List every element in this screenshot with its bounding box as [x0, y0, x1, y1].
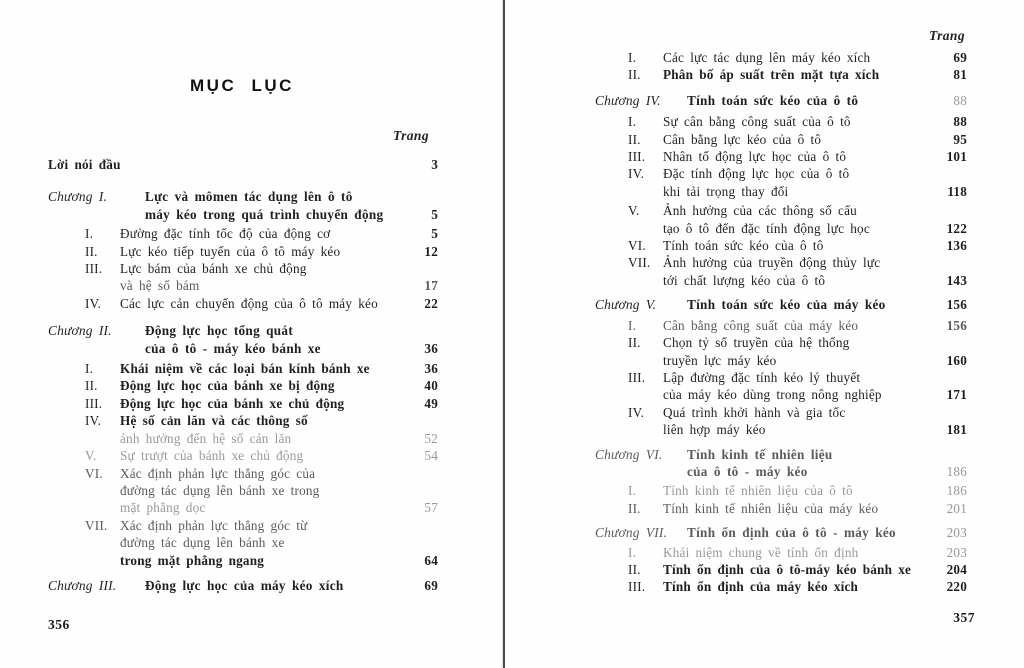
toc-row	[595, 66, 967, 83]
toc-row-page-number: 5	[431, 226, 438, 242]
toc-row-text: Nhân tố động lực học của ô tô	[663, 149, 847, 165]
toc-row	[48, 482, 438, 499]
toc-row-label: I.	[628, 483, 637, 499]
toc-row-label: IV.	[628, 166, 645, 182]
toc-row-page-number: 88	[953, 114, 967, 130]
toc-row-label: I.	[628, 114, 637, 130]
toc-row-text: Động lực học tổng quát	[145, 323, 294, 339]
toc-right-column	[595, 49, 967, 596]
toc-row	[48, 499, 438, 516]
toc-row	[595, 220, 967, 237]
toc-row	[48, 295, 438, 312]
toc-row-text: Hệ số cản lăn và các thông số	[120, 413, 308, 429]
toc-row-page-number: 204	[946, 561, 967, 577]
toc-row-text: Sự trượt của bánh xe chủ động	[120, 448, 304, 464]
toc-row-text: Tính toán sức kéo của ô tô	[663, 238, 824, 254]
toc-row	[595, 92, 967, 109]
toc-row-page-number: 171	[946, 387, 967, 403]
toc-row	[595, 561, 967, 578]
toc-row-page-number: 12	[424, 243, 438, 259]
toc-row	[48, 412, 438, 429]
toc-title: MỤC LỤC	[190, 76, 294, 95]
toc-row-page-number: 81	[953, 67, 967, 83]
toc-row-text: Phân bố áp suất trên mặt tựa xích	[663, 67, 880, 83]
toc-row-text: Động lực học của bánh xe chủ động	[120, 395, 345, 411]
toc-row	[595, 183, 967, 200]
toc-row	[48, 340, 438, 357]
toc-row-page-number: 17	[424, 278, 438, 294]
toc-row	[595, 386, 967, 403]
toc-row-text: Cân bằng công suất của máy kéo	[663, 317, 859, 333]
toc-row-text: Tính kinh tế nhiên liệu của máy kéo	[663, 500, 879, 516]
toc-row-text: máy kéo trong quá trình chuyển động	[145, 206, 384, 222]
toc-row-text: Ảnh hưởng của các thông số cấu	[663, 203, 857, 219]
toc-row-page-number: 3	[431, 157, 438, 172]
page-column-header-right: Trang	[928, 28, 965, 43]
toc-row-page-number: 201	[946, 500, 967, 516]
toc-row	[48, 534, 438, 551]
toc-row	[595, 131, 967, 148]
toc-row	[48, 277, 438, 294]
toc-row	[48, 430, 438, 447]
toc-row-text: tới chất lượng kéo của ô tô	[663, 272, 826, 288]
toc-row-text: Các lực cản chuyển động của ô tô máy kéo	[120, 295, 378, 311]
toc-row	[595, 165, 967, 182]
toc-row-page-number: 136	[946, 238, 967, 254]
toc-row-text: của ô tô - máy kéo	[687, 463, 808, 479]
toc-row-label: Chương VII.	[595, 525, 668, 541]
toc-row-page-number: 118	[947, 183, 967, 199]
toc-row	[595, 49, 967, 66]
folio-right: 357	[953, 610, 975, 625]
toc-row-page-number: 95	[953, 131, 967, 147]
toc-row-text: Lời nói đầu	[48, 157, 121, 172]
toc-row-text: liên hợp máy kéo	[663, 422, 766, 438]
toc-row-text: Lực bám của bánh xe chủ động	[120, 261, 307, 277]
toc-row-label: III.	[628, 149, 646, 165]
toc-row-text: Tính toán sức kéo của ô tô	[687, 92, 859, 108]
toc-row-label: I.	[628, 317, 637, 333]
toc-row-text: Xác định phản lực thẳng góc của	[120, 465, 316, 481]
toc-row-text: Khái niệm về các loại bán kính bánh xe	[120, 361, 370, 377]
toc-row-text: của ô tô - máy kéo bánh xe	[145, 340, 321, 356]
toc-row	[48, 322, 438, 339]
toc-row-text: tạo ô tô đến đặc tính động lực học	[663, 220, 870, 236]
toc-row-text: Tính ổn định của ô tô-máy kéo bánh xe	[663, 561, 912, 577]
toc-row-label: I.	[85, 361, 94, 377]
toc-row-label: Chương II.	[48, 323, 112, 339]
toc-row-page-number: 69	[953, 50, 967, 65]
toc-row-text: Tính kinh tế nhiên liệu của ô tô	[663, 483, 853, 499]
toc-row-label: I.	[628, 544, 637, 560]
toc-row-text: Các lực tác dụng lên máy kéo xích	[663, 50, 871, 65]
toc-row-page-number: 69	[424, 577, 438, 593]
toc-row-label: Chương III.	[48, 577, 117, 593]
toc-row	[48, 395, 438, 412]
toc-row-label: VI.	[85, 465, 103, 481]
toc-row-page-number: 156	[946, 317, 967, 333]
toc-row	[595, 446, 967, 463]
toc-row-page-number: 40	[424, 378, 438, 394]
toc-row-text: truyền lực máy kéo	[663, 352, 777, 368]
toc-row-page-number: 122	[946, 220, 967, 236]
toc-row-text: Khái niệm chung về tính ổn định	[663, 544, 859, 560]
toc-row-label: I.	[628, 50, 637, 65]
toc-row	[48, 552, 438, 569]
toc-row-text: đường tác dụng lên bánh xe	[120, 535, 285, 551]
toc-row-page-number: 203	[946, 544, 967, 560]
toc-row-page-number: 36	[424, 361, 438, 377]
toc-row	[595, 237, 967, 254]
toc-row	[48, 206, 438, 223]
toc-row-page-number: 186	[946, 463, 967, 479]
toc-row-page-number: 36	[424, 340, 438, 356]
toc-row	[595, 334, 967, 351]
toc-row-label: III.	[628, 369, 646, 385]
toc-row-page-number: 156	[946, 297, 967, 313]
toc-row	[48, 188, 438, 205]
page-column-header-left: Trang	[392, 128, 429, 143]
toc-row-text: và hệ số bám	[120, 278, 200, 294]
toc-row	[595, 421, 967, 438]
toc-row-page-number: 22	[424, 295, 438, 311]
toc-row-label: V.	[85, 448, 97, 464]
toc-row-page-number: 101	[946, 149, 967, 165]
toc-row	[595, 544, 967, 561]
toc-row-text: Xác định phản lực thẳng góc từ	[120, 517, 308, 533]
toc-row-page-number: 160	[946, 352, 967, 368]
toc-row-label: VII.	[85, 517, 108, 533]
toc-row-label: Chương V.	[595, 297, 657, 313]
toc-row-text: Chọn tỷ số truyền của hệ thống	[663, 335, 850, 351]
toc-row-page-number: 54	[424, 448, 438, 464]
toc-row-label: III.	[85, 261, 103, 277]
toc-row	[595, 578, 967, 595]
toc-row-page-number: 49	[424, 395, 438, 411]
toc-left-column	[48, 156, 438, 594]
toc-row-text: khi tải trọng thay đổi	[663, 183, 789, 199]
toc-row-page-number: 52	[424, 430, 438, 446]
toc-row	[595, 482, 967, 499]
toc-row-text: Quá trình khởi hành và gia tốc	[663, 404, 846, 420]
toc-row	[595, 317, 967, 334]
toc-row-label: II.	[628, 500, 641, 516]
toc-row-label: II.	[85, 243, 98, 259]
toc-row	[595, 202, 967, 219]
toc-row-label: IV.	[85, 413, 102, 429]
toc-row-label: IV.	[85, 295, 102, 311]
toc-row-label: II.	[628, 67, 641, 83]
toc-row-label: II.	[628, 131, 641, 147]
toc-row-page-number: 57	[424, 500, 438, 516]
toc-row-label: Chương I.	[48, 189, 108, 205]
toc-row	[595, 404, 967, 421]
toc-row	[48, 447, 438, 464]
toc-row	[48, 465, 438, 482]
toc-row	[48, 156, 438, 173]
toc-row-page-number: 5	[431, 206, 438, 222]
toc-row-text: Tính ổn định của ô tô - máy kéo	[687, 525, 896, 541]
toc-row-text: của máy kéo dùng trong nông nghiệp	[663, 387, 882, 403]
toc-row-page-number: 64	[424, 552, 438, 568]
toc-row-label: IV.	[628, 404, 645, 420]
toc-row-text: Tính ổn định của máy kéo xích	[663, 579, 859, 595]
toc-row-label: II.	[628, 335, 641, 351]
toc-row-text: Động lực học của máy kéo xích	[145, 577, 344, 593]
folio-left: 356	[48, 617, 70, 632]
toc-row-text: Lập đường đặc tính kéo lý thuyết	[663, 369, 861, 385]
toc-row	[595, 369, 967, 386]
toc-row-text: Sự cân bằng công suất của ô tô	[663, 114, 851, 130]
toc-row-label: III.	[628, 579, 646, 595]
toc-row-page-number: 181	[946, 422, 967, 438]
toc-row	[595, 254, 967, 271]
toc-row	[595, 500, 967, 517]
toc-row-text: đường tác dụng lên bánh xe trong	[120, 482, 320, 498]
toc-row-page-number: 186	[946, 483, 967, 499]
toc-row-text: Ảnh hưởng của truyền động thủy lực	[663, 255, 881, 271]
toc-row-text: Đường đặc tính tốc độ của động cơ	[120, 226, 331, 242]
toc-row-page-number: 88	[953, 92, 967, 108]
toc-row	[48, 260, 438, 277]
toc-row-text: Tính toán sức kéo của máy kéo	[687, 297, 886, 313]
toc-row-page-number: 220	[946, 579, 967, 595]
toc-row-text: mặt phẳng dọc	[120, 500, 206, 516]
toc-row-label: Chương IV.	[595, 92, 661, 108]
toc-row-label: II.	[85, 378, 98, 394]
toc-row	[48, 360, 438, 377]
toc-row-label: V.	[628, 203, 640, 219]
toc-row	[595, 272, 967, 289]
toc-row-text: Động lực học của bánh xe bị động	[120, 378, 335, 394]
toc-row-text: Cân bằng lực kéo của ô tô	[663, 131, 822, 147]
toc-row-label: III.	[85, 395, 103, 411]
toc-row	[48, 577, 438, 594]
toc-row-page-number: 203	[946, 525, 967, 541]
book-gutter-divider	[503, 0, 505, 668]
toc-row	[48, 225, 438, 242]
toc-row-label: II.	[628, 561, 641, 577]
toc-row-text: Đặc tính động lực học của ô tô	[663, 166, 850, 182]
toc-row	[48, 243, 438, 260]
toc-row	[595, 352, 967, 369]
toc-row-label: VI.	[628, 238, 646, 254]
toc-row-text: trong mặt phẳng ngang	[120, 552, 265, 568]
toc-row-text: ảnh hưởng đến hệ số cản lăn	[120, 430, 292, 446]
toc-row-label: Chương VI.	[595, 446, 663, 462]
toc-row-page-number: 143	[946, 272, 967, 288]
toc-row	[595, 463, 967, 480]
toc-row-text: Lực và mômen tác dụng lên ô tô	[145, 189, 353, 205]
toc-row	[48, 377, 438, 394]
toc-row	[595, 113, 967, 130]
toc-row-label: I.	[85, 226, 94, 242]
toc-row-text: Lực kéo tiếp tuyến của ô tô máy kéo	[120, 243, 341, 259]
toc-row	[595, 296, 967, 313]
toc-row	[48, 517, 438, 534]
toc-row-text: Tính kinh tế nhiên liệu	[687, 446, 833, 462]
toc-row	[595, 148, 967, 165]
toc-row	[595, 524, 967, 541]
toc-row-label: VII.	[628, 255, 651, 271]
